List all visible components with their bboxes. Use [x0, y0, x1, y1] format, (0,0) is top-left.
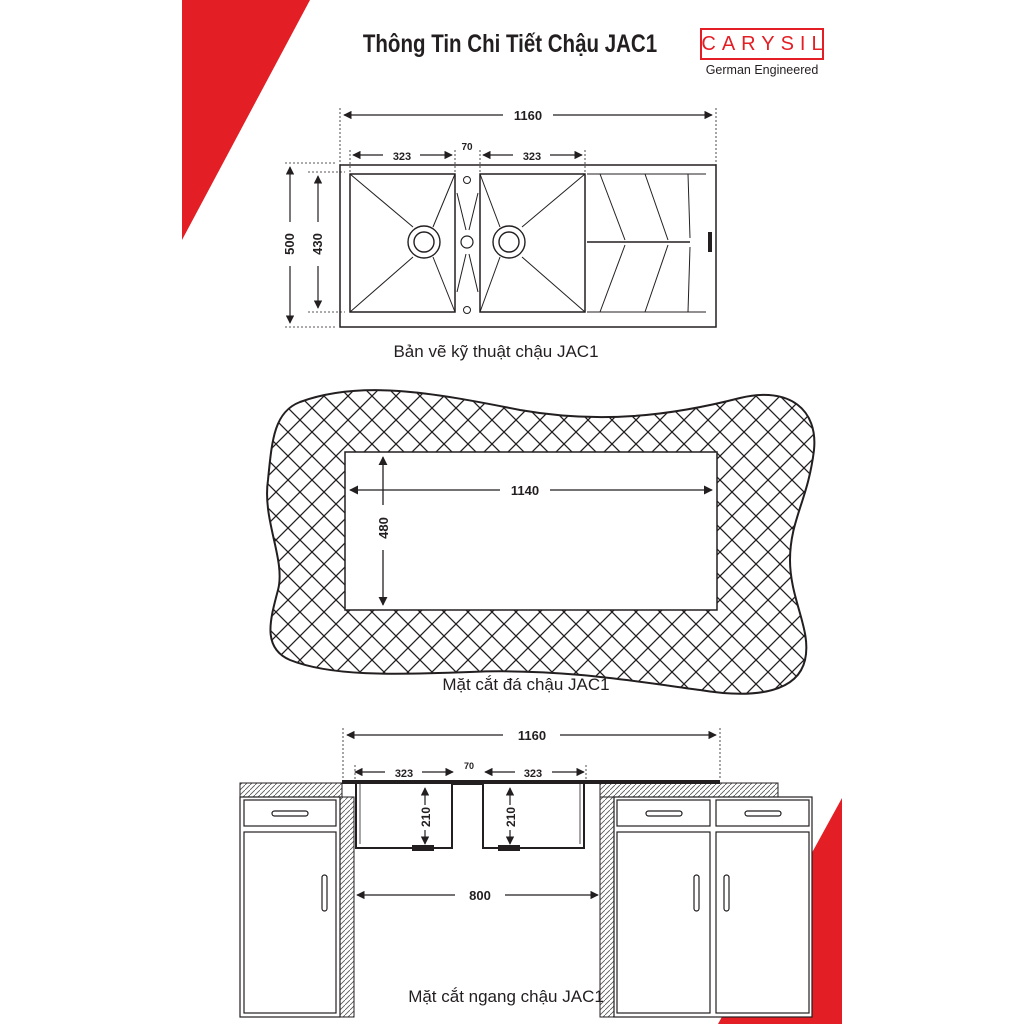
- brand-tagline: German Engineered: [705, 63, 819, 77]
- cutout-dim-depth: 480: [376, 517, 391, 539]
- section-dim-depth-left: 210: [419, 806, 433, 828]
- cutout-view-caption: Mặt cắt đá chậu JAC1: [442, 675, 610, 694]
- top-dim-width: 1160: [513, 108, 543, 123]
- brand-name: CARYSIL: [701, 32, 829, 55]
- section-dim-gap: 70: [463, 761, 475, 771]
- section-dim-bowl-left: 323: [394, 768, 414, 780]
- top-dim-gap: 70: [461, 142, 473, 153]
- page-title: Thông Tin Chi Tiết Chậu JAC1: [362, 30, 658, 58]
- accent-triangle-top-left: [182, 0, 310, 240]
- section-dim-cabinet: 800: [469, 888, 491, 903]
- section-dim-depth-right: 210: [504, 806, 518, 828]
- top-view-drawing: [285, 108, 716, 327]
- top-dim-depth-inner: 430: [310, 233, 325, 255]
- brand-logo: [700, 28, 829, 60]
- cutout-view-drawing: [267, 390, 814, 694]
- section-view-caption: Mặt cắt ngang chậu JAC1: [408, 987, 604, 1006]
- top-dim-bowl-left: 323: [392, 151, 412, 163]
- section-dim-bowl-right: 323: [523, 768, 543, 780]
- top-dim-bowl-right: 323: [522, 151, 542, 163]
- section-dim-width: 1160: [517, 728, 547, 743]
- top-dim-depth-outer: 500: [282, 233, 297, 255]
- cutout-dim-width: 1140: [510, 483, 540, 498]
- top-view-caption: Bản vẽ kỹ thuật chậu JAC1: [393, 342, 599, 361]
